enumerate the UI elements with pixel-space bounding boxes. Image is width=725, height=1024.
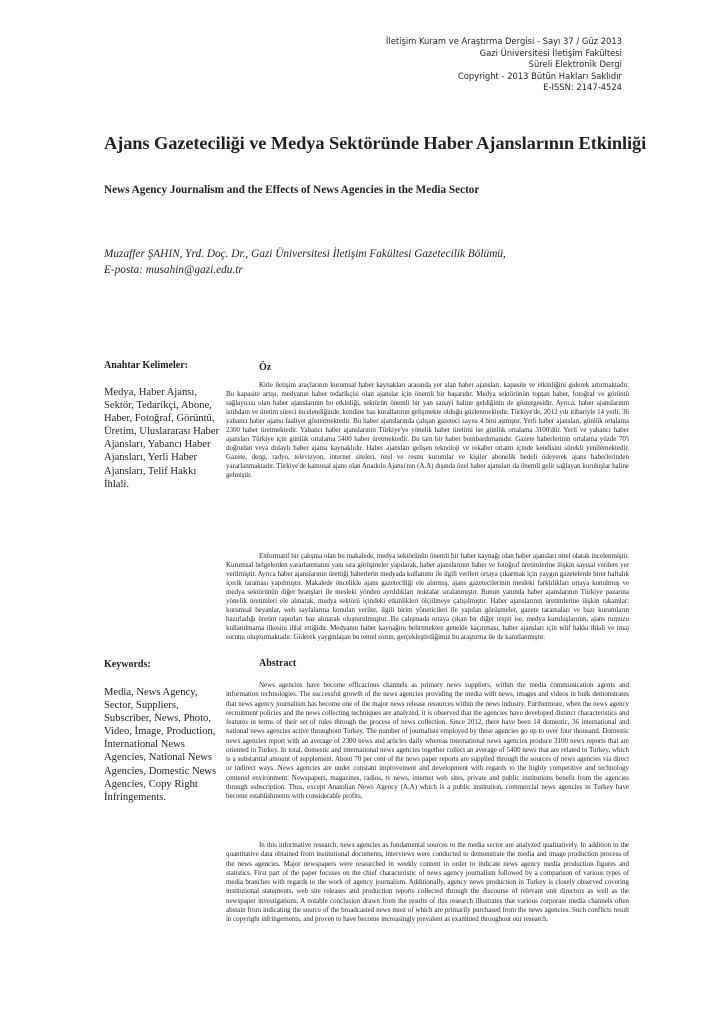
keywords-tr-heading: Anahtar Kelimeler: xyxy=(104,360,188,371)
keywords-en-list: Media, News Agency, Sector, Suppliers, Subscriber, News, Photo, Video, İmage, Production, İnternational News Agencies, National News Agencies, Domestic News Agencies, Copy Right İnfringements. xyxy=(104,687,217,803)
author-line: Muzaffer ŞAHIN, Yrd. Doç. Dr., Gazi Üniversitesi İletişim Fakültesi Gazetecilik Bölümü, xyxy=(104,248,506,260)
oz-paragraph-2: Enformatif bir çalışma olan bu makalede, medya sektörünün önemli bir haber kaynağı olan haber ajansları nitel olarak incelenmiştir. Kurumsal belgelerden yararlanmanın yanı sıra görüşmeler yapılarak, haber ajanslarının haber ve fotoğraf üretimlerine ilişkin sayısal verilere yer verilmiştir. Ayrıca haber ajanslarının ürettiği haberlerin medyada kullanımı ile ilgili verileri ortaya çıkarmak için yaygın gazetelerde birer haftalık içerik taraması yapılmıştır. Makalede öncelikle ajans gazeteciliği ele alınmış, ajans gazetecilerinin mesleki farklılıkları ortaya konulmuş ve medya sektörünün diğer branşları ile mesleki yönden ayrıldıkları noktalar sıralanmıştır. Bunun yanında haber ajanslarının Türkiye pazarına yönelik üretimleri ele alınarak, medya sektörü içindeki etkinlikleri ölçülmeye çalışılmıştır. Haber ajanslarının üretimlerine ilişkin rakamlar; kurumsal beyanlar, web sayfalarına konulan veriler, ilgili birim yöneticileri ile yapılan görüşmeler, gazete taramaları ve bazı kurumların hazırladığı üretim raporları baz alınarak oluşturulmuştur. Bu çalışmada ortaya çıkan bir diğer tespit ise, medya kuruluşlarının, ajans rumuzu kullanılmama ilkesini ihlal ettiğidir. Medyanın haber kaynağını belirtmekten genelde kaçınması, haber ajansları için telif hakkı ihlali ve imaj sorunu oluşturmaktadır. Giderek yaygınlaşan bu temel sorun, gerçekleştirdiğimiz bu araştırma ile de kanıtlanmıştır. xyxy=(226,552,629,641)
article-title: Ajans Gazeteciliği ve Medya Sektöründe Haber Ajanslarının Etkinliği xyxy=(104,133,647,153)
author-block xyxy=(104,247,624,278)
article-subtitle: News Agency Journalism and the Effects of News Agencies in the Media Sector xyxy=(104,184,480,196)
abstract-heading: Abstract xyxy=(259,658,297,669)
journal-header xyxy=(386,36,622,94)
issn-line: E-ISSN: 2147-4524 xyxy=(543,82,622,93)
journal-type-line: Süreli Elektronik Dergi xyxy=(528,59,622,70)
keywords-tr-list: Medya, Haber Ajansı, Sektör, Tedarikçi, Abone, Haber, Fotoğraf, Görüntü, Üretim, Uluslararası Haber Ajansları, Yabancı Haber Ajansları, Yerli Haber Ajansları, Telif Hakkı İhlali. xyxy=(104,387,220,490)
oz-paragraph-1: Kitle iletişim araçlarının kurumsal haber kaynakları arasında yer alan haber ajansları, kapasite ve etkinliğini giderek artırmaktadır. Bu kapasite artışı, medyanın haber tedarikçisi olan ajanslar için önemli bir başarıdır. Medya sektörünün toptan haber, fotoğraf ve görüntü sağlayıcısı olan haber ajanslarının bu etkinliği, sektörün önemli bir yan sanayi haline geldiğinin de göstergesidir. Ayrıca, haber ajanslarının istihdam ve üretim süreci incelendiğinde, kendine has kurallarının gelişmekte olduğu gözlenmektedir. Türkiye'de, 2012 yılı itibariyle 14 yerli, 36 yabancı haber ajansı faaliyet göstermektedir. Bu haber ajanslarında çalışan gazeteci sayısı 4 bini aşmıştır. Yerli haber ajansları, günlük ortalama 2300 haber üretmektedir. Yabancı haber ajanslarının Türkiye'ye yönelik haber üretimi ise günlük ortalama 3100'dür. Yerli ve yabancı haber ajansları Türkiye için günlük ortalama 5400 haber üretmektedir. Bu tam bir haber bombardımanıdır. Gazete haberlerinin ortalama yüzde 70'i doğrudan veya dolaylı haber ajansı kaynaklıdır. Haber ajansları gelişen teknoloji ve rekabet ortamı içinde kendisini sürekli yenilemektedir. Gazete, dergi, radyo, televizyon, internet siteleri, özel ve resmi kurumlar ve kişiler abonelik bedeli ödeyerek ajans haberlerinden yararlanmaktadır. Türkiye'de kamusal ajans olan Anadolu Ajansı'nın (A.A) dışında özel haber ajansları da önemli gelir sağlayan kuruluşlar haline gelmiştir. xyxy=(226,381,629,479)
keywords-en-heading: Keywords: xyxy=(104,659,151,670)
abstract-paragraph-2: In this informative research, news agencies as fundamental sources to the media sector are analyzed qualitatively. In addition to the quantitative data obtained from institutional documents, interviews were conducted to demonstrate the media and image production process of the news agencies. Major newspapers were researched in weekly content in order to indicate news agency media production figures and statistics. First part of the paper focuses on the chief characteristic of news agency journalism followed by a comparison of various types of media branches with regards to the work of agency journalism. Additionally, agency news production in Turkey is closely observed covering institutional statements, web site releases and production reports collected through the discourse of relevant unit directors as well as the newspaper investigations. A notable conclusion drawn from the results of this research illustrates that various corporate media channels often abstain from indicating the source of the broadcasted news most of which are primarily purchased from the news agencies. Such conflicts result in copyright infringements, and proven to have become increasingly prevalent as examined throughout our research. xyxy=(226,841,629,923)
copyright-line: Copyright - 2013 Bütün Hakları Saklıdır xyxy=(457,70,622,81)
journal-name-line: İletişim Kuram ve Araştırma Dergisi - Sayı 37 / Güz 2013 xyxy=(385,36,622,46)
author-email: E-posta: musahin@gazi.edu.tr xyxy=(104,263,243,276)
abstract-paragraph-1: News agencies have become efficacious channels as primary news suppliers, within the media communication agents and information technologies. The successful growth of the news agencies providing the media with news, images and videos in bulk demonstrates that news agency journalism has become one of the major news release resources within the news industry. Furthermore, when the news agency recruitment policies and the news collecting techniques are analyzed, it is observed that the agencies have developed distinct characteristics and features in terms of their set of rules through the process of news collection. Since 2012, there have been 14 domestic, 36 international and national news agencies active throughout Turkey. The number of journalists employed by these agencies go up to over four thousand. Domestic news agencies report with an average of 2300 news and articles daily whereas international news agencies produce 3100 news reports that are oriented in Turkey. In total, domestic and international news agencies together collect an average of 5400 news that are related to Turkey, which is a substantial amount of supplement. About 70 per cent of the news paper reports are supplied through the sources of news agencies via direct or indirect ways. News agencies are under constant improvement and development with regards to the highly competitive and technology centered environment. Newspapers, magazines, radios, tv news, internet web sites, private and public institutions benefit from the agencies through subscription. Thus, except Anatolian News Agency (A.A) which is a public institution, commercial news agencies in Turkey have become establishments with considerable profits. xyxy=(226,681,629,800)
oz-heading: Öz xyxy=(259,362,272,373)
faculty-line: Gazi Üniversitesi İletişim Fakültesi xyxy=(479,47,622,58)
